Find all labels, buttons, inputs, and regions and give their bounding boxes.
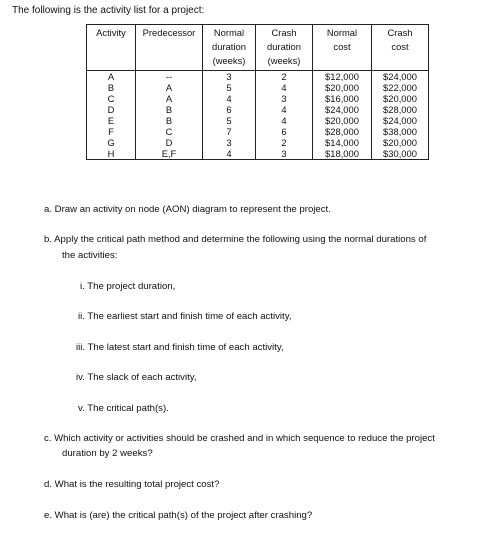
activity-table — [86, 24, 429, 160]
cell-crash-duration: 6 — [256, 126, 313, 137]
question-b: b. Apply the critical path method and determine the following using the normal durations of — [44, 234, 427, 245]
header-crash-cost: Crash cost — [372, 25, 429, 71]
cell-normal-cost: $12,000 — [313, 71, 372, 83]
table-row — [87, 82, 429, 93]
cell-normal-duration: 4 — [203, 148, 256, 160]
cell-crash-cost: $22,000 — [372, 82, 429, 93]
question-e: e. What is (are) the critical path(s) of the project after crashing? — [44, 510, 313, 521]
cell-normal-duration: 5 — [203, 115, 256, 126]
cell-activity: G — [87, 137, 136, 148]
header-predecessor: Predecessor — [136, 25, 203, 71]
cell-normal-duration: 6 — [203, 104, 256, 115]
question-b-iii: iii. The latest start and finish time of each activity, — [76, 342, 284, 353]
cell-crash-duration: 4 — [256, 104, 313, 115]
question-c-continued: duration by 2 weeks? — [62, 448, 153, 459]
question-c: c. Which activity or activities should be crashed and in which sequence to reduce the project — [44, 433, 435, 444]
table-row — [87, 115, 429, 126]
table-row — [87, 137, 429, 148]
cell-crash-cost: $30,000 — [372, 148, 429, 160]
question-b-iv: iv. The slack of each activity, — [76, 372, 197, 383]
cell-normal-duration: 5 — [203, 82, 256, 93]
cell-predecessor: B — [136, 104, 203, 115]
header-activity: Activity — [87, 25, 136, 71]
intro-text: The following is the activity list for a project: — [12, 5, 205, 16]
table-header-row — [87, 25, 429, 71]
cell-predecessor: E,F — [136, 148, 203, 160]
cell-activity: E — [87, 115, 136, 126]
table-row — [87, 104, 429, 115]
cell-normal-duration: 3 — [203, 137, 256, 148]
cell-crash-cost: $24,000 — [372, 115, 429, 126]
header-normal-cost: Normal cost — [313, 25, 372, 71]
table-row — [87, 126, 429, 137]
cell-crash-cost: $28,000 — [372, 104, 429, 115]
cell-predecessor: C — [136, 126, 203, 137]
table-row — [87, 148, 429, 160]
cell-normal-cost: $16,000 — [313, 93, 372, 104]
cell-crash-cost: $24,000 — [372, 71, 429, 83]
question-d: d. What is the resulting total project cost? — [44, 479, 220, 490]
header-crash-duration: Crash duration (weeks) — [256, 25, 313, 71]
cell-predecessor: A — [136, 93, 203, 104]
question-b-i: i. The project duration, — [80, 281, 176, 292]
question-b-v: v. The critical path(s). — [78, 403, 169, 414]
cell-crash-cost: $38,000 — [372, 126, 429, 137]
cell-normal-cost: $20,000 — [313, 82, 372, 93]
cell-activity: B — [87, 82, 136, 93]
cell-crash-cost: $20,000 — [372, 93, 429, 104]
cell-normal-cost: $14,000 — [313, 137, 372, 148]
cell-crash-duration: 4 — [256, 82, 313, 93]
cell-normal-cost: $20,000 — [313, 115, 372, 126]
cell-normal-cost: $24,000 — [313, 104, 372, 115]
cell-normal-duration: 7 — [203, 126, 256, 137]
question-a: a. Draw an activity on node (AON) diagram to represent the project. — [44, 204, 331, 215]
table-row — [87, 93, 429, 104]
cell-normal-cost: $18,000 — [313, 148, 372, 160]
cell-activity: F — [87, 126, 136, 137]
table-row — [87, 71, 429, 83]
header-normal-duration: Normal duration (weeks) — [203, 25, 256, 71]
cell-crash-duration: 3 — [256, 148, 313, 160]
cell-predecessor: D — [136, 137, 203, 148]
question-b-continued: the activities: — [62, 250, 118, 261]
cell-predecessor: A — [136, 82, 203, 93]
cell-crash-duration: 3 — [256, 93, 313, 104]
cell-activity: H — [87, 148, 136, 160]
cell-normal-cost: $28,000 — [313, 126, 372, 137]
question-b-ii: ii. The earliest start and finish time of each activity, — [78, 311, 292, 322]
cell-activity: A — [87, 71, 136, 83]
cell-crash-duration: 2 — [256, 71, 313, 83]
cell-normal-duration: 4 — [203, 93, 256, 104]
cell-crash-duration: 4 — [256, 115, 313, 126]
cell-normal-duration: 3 — [203, 71, 256, 83]
cell-activity: C — [87, 93, 136, 104]
cell-predecessor: -- — [136, 71, 203, 83]
cell-crash-cost: $20,000 — [372, 137, 429, 148]
cell-activity: D — [87, 104, 136, 115]
cell-predecessor: B — [136, 115, 203, 126]
cell-crash-duration: 2 — [256, 137, 313, 148]
